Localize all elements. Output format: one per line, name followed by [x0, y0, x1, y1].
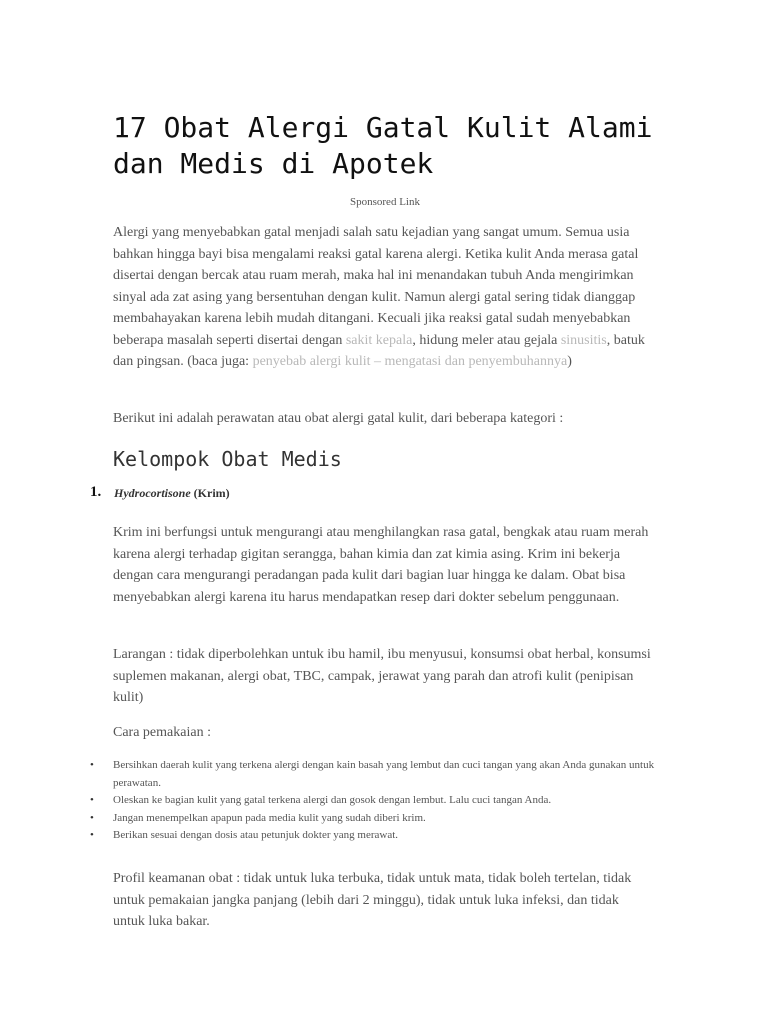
- list-item: [88, 810, 668, 828]
- article-title: 17 Obat Alergi Gatal Kulit Alami dan Medis di Apotek: [113, 111, 653, 180]
- item-number: 1.: [90, 484, 102, 500]
- berikut-paragraph: Berikut ini adalah perawatan atau obat alergi gatal kulit, dari beberapa kategori :: [113, 411, 564, 426]
- item-drug-form: (Krim): [190, 486, 230, 500]
- link-sakit-kepala[interactable]: sakit kepala: [345, 332, 413, 348]
- intro-text-4: ): [567, 354, 572, 369]
- list-item-text: Oleskan ke bagian kulit yang gatal terkena alergi dan gosok dengan lembut. Lalu cuci tangan Anda.: [113, 794, 552, 806]
- cara-pemakaian-label: Cara pemakaian :: [113, 725, 211, 740]
- sponsored-link-label: Sponsored Link: [350, 196, 420, 208]
- bullet-marker: •: [90, 829, 94, 841]
- bullet-marker: •: [90, 794, 94, 806]
- item-drug-name: Hydrocortisone: [114, 486, 191, 500]
- section-heading-obat-medis: Kelompok Obat Medis: [113, 447, 342, 471]
- cara-pemakaian-list: [88, 757, 668, 845]
- intro-text-2: , hidung meler atau gejala: [412, 332, 561, 348]
- link-sinusitis[interactable]: sinusitis: [560, 332, 607, 348]
- larangan-paragraph: Larangan : tidak diperbolehkan untuk ibu hamil, ibu menyusui, konsumsi obat herbal, konsumsi suplemen makanan, alergi obat, TBC, campak, jerawat yang parah dan atrofi kulit (penipisan kulit): [113, 647, 651, 705]
- intro-text-1: Alergi yang menyebabkan gatal menjadi salah satu kejadian yang sangat umum. Semua usia bahkan hingga bayi bisa mengalami reaksi gatal karena alergi. Ketika kulit Anda merasa gatal disertai dengan bercak atau ruam merah, maka hal ini menandakan tubuh Anda mengirimkan sinyal ada zat asing yang bersentuhan dengan kulit. Namun alergi gatal sering tidak dianggap membahayakan karena lebih mudah ditangani. Kecuali jika reaksi gatal sudah menyebabkan beberapa masalah seperti disertai dengan: [113, 225, 639, 348]
- list-item-text: Berikan sesuai dengan dosis atau petunjuk dokter yang merawat.: [113, 829, 399, 841]
- list-item: [88, 792, 668, 810]
- bullet-marker: •: [90, 759, 94, 771]
- bullet-marker: •: [90, 811, 94, 824]
- krim-description: Krim ini berfungsi untuk mengurangi atau menghilangkan rasa gatal, bengkak atau ruam merah karena alergi terhadap gigitan serangga, bahan kimia dan zat kimia asing. Krim ini bekerja dengan cara mengurangi peradangan pada kulit dari bagian luar hingga ke dalam. Obat bisa menyebabkan alergi karena itu harus mendapatkan resep dari dokter sebelum penggunaan.: [113, 525, 649, 605]
- profil-keamanan-paragraph: Profil keamanan obat : tidak untuk luka terbuka, tidak untuk mata, tidak boleh tertelan, tidak untuk pemakaian jangka panjang (lebih dari 2 minggu), tidak untuk luka infeksi, dan tidak untuk luka bakar.: [113, 871, 632, 929]
- intro-text-3: , batuk dan pingsan. (baca juga:: [113, 332, 645, 369]
- intro-paragraph: [113, 222, 653, 373]
- item-heading: [114, 484, 230, 502]
- list-item-text: Bersihkan daerah kulit yang terkena alergi dengan kain basah yang lembut dan cuci tangan yang akan Anda gunakan untuk perawatan.: [113, 759, 655, 789]
- list-item-text: Jangan menempelkan apapun pada media kulit yang sudah diberi krim.: [113, 811, 426, 824]
- list-item: [88, 827, 668, 845]
- list-item: [88, 757, 668, 792]
- link-penyebab-alergi-kulit[interactable]: penyebab alergi kulit – mengatasi dan penyembuhannya: [252, 354, 568, 369]
